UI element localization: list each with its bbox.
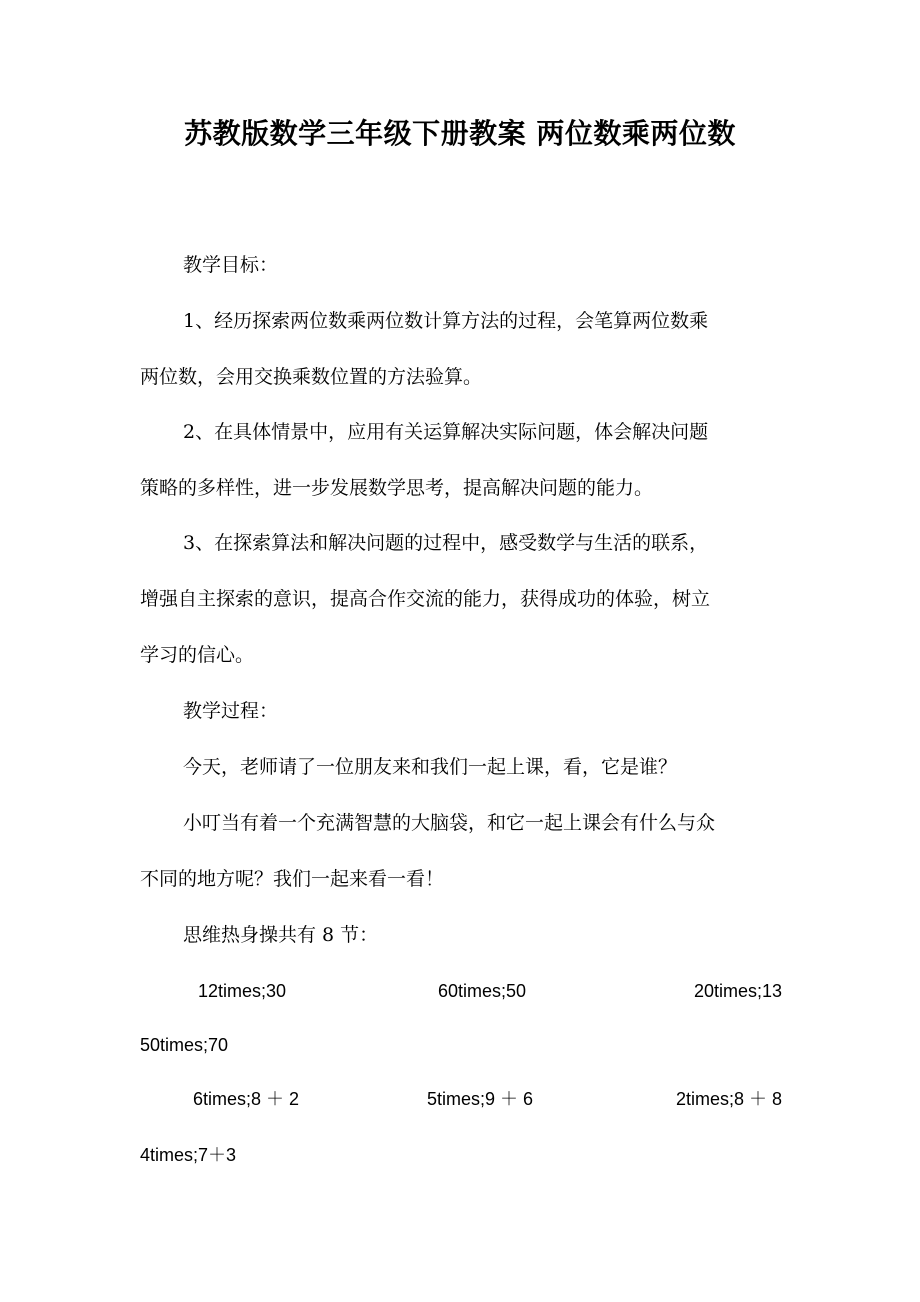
exercise-item: 12times;30 xyxy=(198,981,287,1001)
goal-3-line-1: 3、在探索算法和解决问题的过程中，感受数学与生活的联系， xyxy=(183,532,709,554)
exercise-row-2-wrap xyxy=(140,1142,782,1168)
exercise-item: 20times;13 xyxy=(693,981,782,1001)
process-paragraph-1: 今天，老师请了一位朋友来和我们一起上课，看，它是谁？ xyxy=(183,756,678,778)
warmup-intro: 思维热身操共有 8 节： xyxy=(183,924,379,946)
exercise-row-1 xyxy=(140,978,782,1004)
goal-2-line-2: 策略的多样性，进一步发展数学思考，提高解决问题的能力。 xyxy=(140,477,654,499)
exercise-item: 50times;70 xyxy=(140,1035,229,1055)
goal-3-line-2: 增强自主探索的意识，提高合作交流的能力，获得成功的体验，树立 xyxy=(140,588,711,610)
goal-1-line-1: 1、经历探索两位数乘两位数计算方法的过程，会笔算两位数乘 xyxy=(183,310,709,332)
exercise-row-2 xyxy=(140,1086,782,1112)
process-paragraph-2-line-2: 不同的地方呢？我们一起来看一看！ xyxy=(140,868,445,890)
exercise-item: 2times;8 ＋ 8 xyxy=(675,1089,782,1109)
exercise-item: 4times;7＋3 xyxy=(140,1145,237,1165)
exercise-item: 60times;50 xyxy=(438,981,527,1001)
goal-1-line-2: 两位数，会用交换乘数位置的方法验算。 xyxy=(140,366,483,388)
exercise-item: 5times;9 ＋ 6 xyxy=(427,1089,534,1109)
process-heading: 教学过程： xyxy=(183,700,279,722)
goal-2-line-1: 2、在具体情景中，应用有关运算解决实际问题，体会解决问题 xyxy=(183,421,709,443)
exercise-row-1-wrap xyxy=(140,1032,782,1058)
goal-3-line-3: 学习的信心。 xyxy=(140,644,255,666)
document-title: 苏教版数学三年级下册教案 两位数乘两位数 xyxy=(184,117,736,150)
goals-heading: 教学目标： xyxy=(183,254,279,276)
exercise-item: 6times;8 ＋ 2 xyxy=(193,1089,300,1109)
process-paragraph-2-line-1: 小叮当有着一个充满智慧的大脑袋，和它一起上课会有什么与众 xyxy=(183,812,716,834)
